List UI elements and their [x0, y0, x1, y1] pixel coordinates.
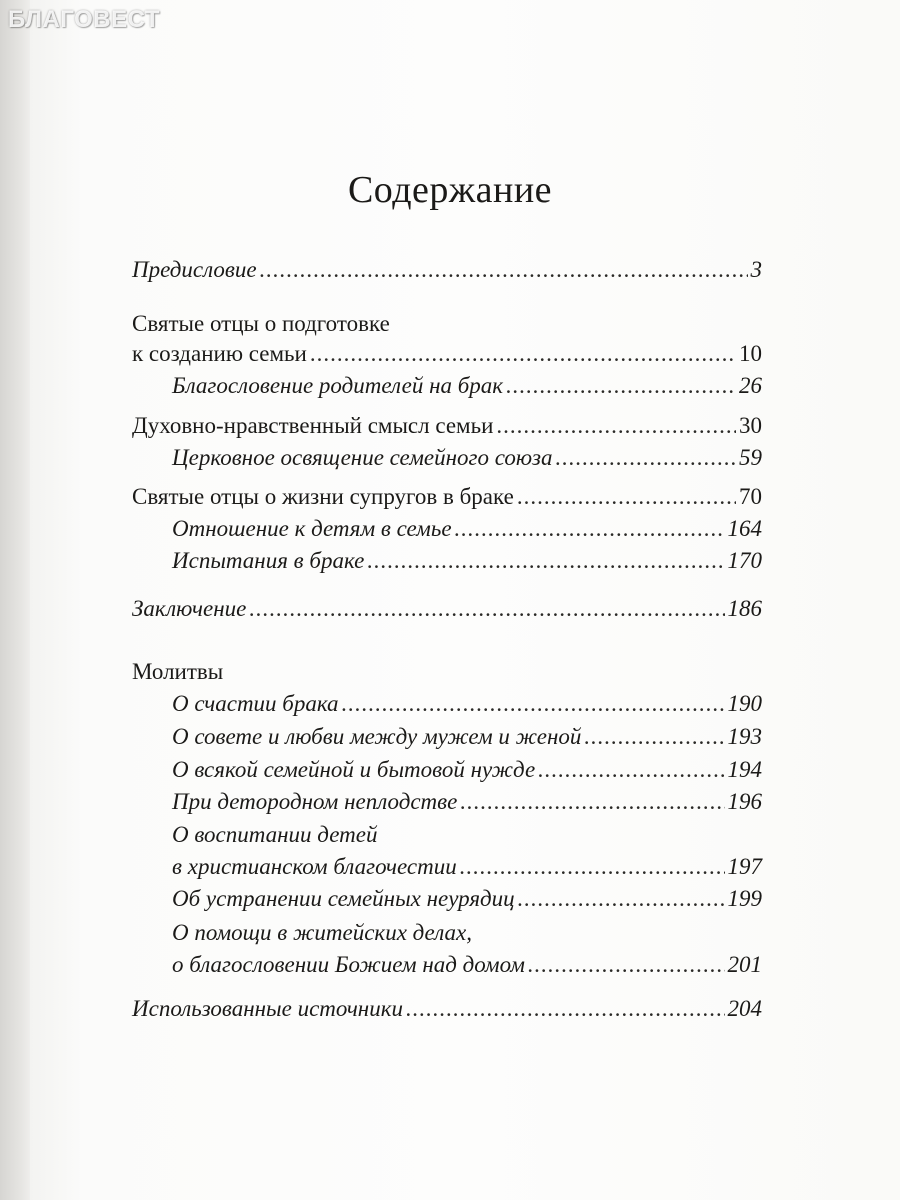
toc-entry-page: 186	[727, 596, 762, 621]
toc-entry-page: 10	[739, 341, 762, 366]
toc-entry-chapter-2-sub-1[interactable]	[172, 445, 762, 481]
dot-leader	[496, 413, 736, 439]
toc-entry-prayer-7-line1[interactable]: О помощи в житейских делах,	[172, 920, 472, 945]
dot-leader	[260, 257, 748, 283]
toc-entry-page: 201	[727, 952, 762, 977]
toc-entry-chapter-3-sub-1[interactable]	[172, 516, 762, 552]
toc-entry-label: Духовно-нравственный смысл семьи	[132, 413, 494, 438]
toc-entry-label: О счастии брака	[172, 691, 339, 716]
dot-leader	[528, 952, 725, 978]
toc-entry-page: 164	[727, 516, 762, 541]
toc-entry-label: При детородном неплодстве	[172, 789, 458, 814]
toc-entry-chapter-3[interactable]	[132, 484, 762, 520]
dot-leader	[506, 373, 736, 399]
toc-section-prayers[interactable]: Молитвы	[132, 659, 224, 684]
watermark-logo: БЛАГОВЕСТ	[8, 6, 161, 33]
toc-entry-chapter-2[interactable]	[132, 413, 762, 449]
toc-entry-page: 170	[727, 548, 762, 573]
toc-entry-page: 190	[727, 691, 762, 716]
toc-entry-prayer-4[interactable]	[172, 789, 762, 825]
toc-entry-chapter-1-sub-1[interactable]	[172, 373, 762, 409]
dot-leader	[518, 886, 725, 912]
toc-entry-page: 30	[739, 413, 762, 438]
dot-leader	[249, 596, 724, 622]
toc-entry-preface[interactable]	[132, 257, 762, 293]
toc-entry-label: Предисловие	[132, 257, 257, 282]
toc-entry-label: Святые отцы о жизни супругов в браке	[132, 484, 514, 509]
dot-leader	[310, 341, 736, 367]
toc-entry-prayer-1[interactable]	[172, 691, 762, 727]
dot-leader	[455, 516, 725, 542]
toc-entry-page: 199	[727, 886, 762, 911]
toc-entry-prayer-5[interactable]	[172, 854, 762, 890]
dot-leader	[367, 548, 724, 574]
toc-entry-chapter-1[interactable]	[132, 341, 762, 377]
toc-entry-label: Церковное освящение семейного союза	[172, 445, 553, 470]
toc-entry-label: Использованные источники	[132, 996, 403, 1021]
toc-entry-label: Отношение к детям в семье	[172, 516, 452, 541]
toc-entry-label: Заключение	[132, 596, 247, 621]
page-title: Содержание	[347, 169, 553, 211]
toc-entry-prayer-7[interactable]	[172, 952, 762, 988]
toc-entry-sources[interactable]	[132, 996, 762, 1032]
toc-entry-label: в христианском благочестии	[172, 854, 457, 879]
toc-entry-label: О совете и любви между мужем и женой	[172, 724, 582, 749]
dot-leader	[538, 757, 724, 783]
dot-leader	[556, 445, 736, 471]
dot-leader	[460, 789, 724, 815]
toc-entry-page: 3	[750, 257, 762, 282]
toc-entry-page: 197	[727, 854, 762, 879]
dot-leader	[406, 996, 725, 1022]
toc-entry-page: 196	[727, 789, 762, 814]
dot-leader	[460, 854, 725, 880]
toc-entry-page: 204	[727, 996, 762, 1021]
dot-leader	[517, 484, 736, 510]
toc-entry-label: о благословении Божием над домом	[172, 952, 525, 977]
toc-entry-prayer-5-line1[interactable]: О воспитании детей	[172, 822, 378, 847]
toc-entry-label: Об устранении семейных неурядиц	[172, 886, 515, 911]
toc-entry-prayer-6[interactable]	[172, 886, 762, 922]
toc-entry-label: к созданию семьи	[132, 341, 307, 366]
toc-entry-label: О всякой семейной и бытовой нужде	[172, 757, 536, 782]
toc-entry-conclusion[interactable]	[132, 596, 762, 632]
toc-entry-prayer-2[interactable]	[172, 724, 762, 760]
toc-entry-label: Испытания в браке	[172, 548, 365, 573]
dot-leader	[342, 691, 725, 717]
toc-chapter-1-line1[interactable]: Святые отцы о подготовке	[132, 311, 390, 336]
toc-entry-prayer-3[interactable]	[172, 757, 762, 793]
toc-entry-page: 70	[739, 484, 762, 509]
dot-leader	[584, 724, 724, 750]
toc-entry-page: 26	[739, 373, 762, 398]
toc-entry-page: 59	[739, 445, 762, 470]
toc-entry-page: 193	[727, 724, 762, 749]
toc-entry-chapter-3-sub-2[interactable]	[172, 548, 762, 584]
toc-entry-label: Благословение родителей на брак	[172, 373, 504, 398]
toc-entry-page: 194	[727, 757, 762, 782]
